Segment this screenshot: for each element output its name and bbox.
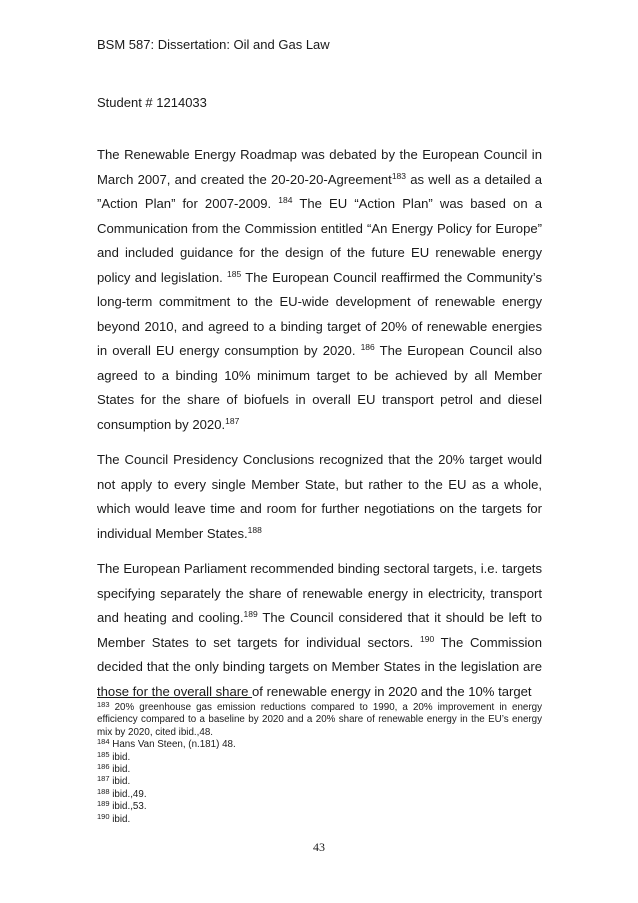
- paragraph-2: [97, 448, 542, 546]
- footnote-ref-185: 185: [227, 268, 242, 279]
- text-run: The European Council reaffirmed the Community’s long-term commitment to the EU-wide development of renewable energy beyond 2010, and agreed to a binding target of 20% of renewable energies in overall EU energy consumption by 2020.: [97, 269, 542, 358]
- text-run: The Commission decided that the only binding targets on Member States in the legislation are those for the overall share of renewable energy in 2020 and the 10% target: [97, 634, 542, 699]
- footnote-ref-184: 184: [278, 195, 293, 205]
- text-run: as well as a detailed a ”Action Plan” for 2007-2009.: [97, 171, 542, 211]
- text-run: The European Parliament recommended binding sectoral targets, i.e. targets specifying separately the share of renewable energy in electricity, transport and heating and cooling.: [97, 561, 542, 625]
- footnote-number: 187: [97, 774, 110, 784]
- text-run: The Council considered that it should be left to Member States to set targets for individual sectors.: [97, 610, 542, 650]
- footnote: [97, 749, 542, 764]
- running-header: BSM 587: Dissertation: Oil and Gas Law: [97, 37, 330, 52]
- text-run: The Council Presidency Conclusions recognized that the 20% target would not apply to every single Member State, but rather to the EU as a whole, which would leave time and room for further negotiations on the targets for individual Member States.: [97, 452, 542, 541]
- footnote-ref-190: 190: [420, 633, 435, 644]
- footnote: [97, 776, 542, 788]
- body-text: [97, 143, 542, 715]
- footnote-number: 183: [97, 700, 110, 709]
- paragraph-3: [97, 557, 542, 704]
- footnote-ref-189: 189: [243, 609, 258, 619]
- footnote-text: ibid.,53.: [109, 801, 147, 813]
- footnote-text: ibid.: [109, 764, 131, 776]
- footnote-ref-183: 183: [391, 170, 406, 181]
- footnote-ref-186: 186: [360, 342, 375, 352]
- footnote-text: 20% greenhouse gas emission reductions compared to 1990, a 20% improvement in energy efficiency compared to a baseline by 2020 and a 20% share of renewable energy in the EU’s energy mix by 2020, cited ibid.,48.: [97, 702, 542, 738]
- footnote-number: 189: [97, 799, 110, 809]
- page-number: 43: [313, 840, 325, 854]
- footnote: [97, 739, 542, 751]
- footnote-number: 190: [97, 811, 110, 821]
- text-run: The Renewable Energy Roadmap was debated by the European Council in March 2007, and created the 20-20-20-Agreement: [97, 147, 542, 187]
- footnote: [97, 764, 542, 776]
- footnote: [97, 702, 542, 739]
- footnote-number: 185: [97, 749, 110, 759]
- footnote-text: ibid.,49.: [109, 788, 147, 800]
- footnote: [97, 786, 542, 801]
- footnote-text: ibid.: [109, 751, 131, 763]
- footnote-ref-188: 188: [247, 524, 262, 535]
- footnote-text: ibid.: [109, 813, 131, 825]
- footnote-ref-187: 187: [225, 415, 240, 426]
- footnote: [97, 801, 542, 813]
- footnote-number: 184: [97, 737, 110, 747]
- text-run: The European Council also agreed to a binding 10% minimum target to be achieved by all Member States for the share of biofuels in overall EU transport petrol and diesel consumption by 2020.: [97, 343, 542, 432]
- text-run: The EU “Action Plan” was based on a Communication from the Commission entitled “An Energy Policy for Europe” and included guidance for the design of the future EU renewable energy policy and legislation.: [97, 196, 542, 285]
- student-number: Student # 1214033: [97, 95, 207, 110]
- footnote-text: ibid.: [109, 776, 131, 788]
- footnotes: [97, 702, 542, 826]
- footnote: [97, 811, 542, 826]
- footnote-number: 188: [97, 786, 110, 796]
- footnote-number: 186: [97, 762, 110, 772]
- footnote-text: Hans Van Steen, (n.181) 48.: [109, 739, 236, 751]
- paragraph-1: [97, 143, 542, 437]
- footnote-separator: [97, 697, 252, 698]
